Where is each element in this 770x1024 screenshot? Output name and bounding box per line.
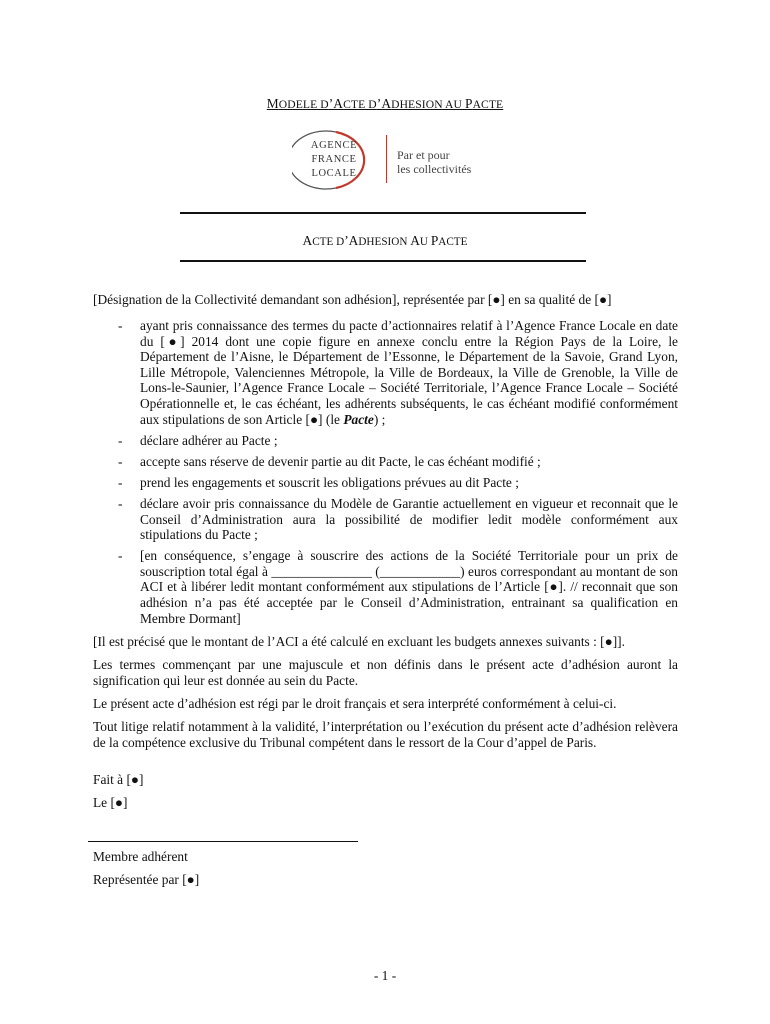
list-dash: - — [118, 453, 123, 469]
list-item — [93, 433, 678, 449]
logo-wordmark — [294, 139, 374, 181]
terms-paragraph: Les termes commençant par une majuscule et non définis dans le présent acte d’adhésion auront la signification qui leur est donnée au sein du Pacte. — [93, 657, 678, 688]
document-subtitle: ACTE D’ADHESION AU PACTE — [302, 233, 468, 248]
aci-paragraph: [Il est précisé que le montant de l’ACI a été calculé en excluant les budgets annexes suivants : [●]]. — [93, 634, 625, 649]
list-dash: - — [118, 495, 123, 511]
date-line: Le [●] — [93, 795, 128, 810]
top-divider — [180, 212, 586, 214]
list-item-text: prend les engagements et souscrit les obligations prévues au dit Pacte ; — [140, 474, 519, 490]
logo-line-3: LOCALE — [311, 168, 357, 179]
list-item-text: accepte sans réserve de devenir partie au dit Pacte, le cas échéant modifié ; — [140, 453, 541, 469]
list-item-text-end: ) ; — [373, 411, 386, 427]
list-dash: - — [118, 548, 123, 564]
logo-tagline-1: Par et pour — [397, 148, 450, 162]
jurisdiction-paragraph: Tout litige relatif notamment à la validité, l’interprétation ou l’exécution du présent acte d’adhésion relèvera de la compétence exclusive du Tribunal compétent dans le ressort de la Cour d’appel de Paris. — [93, 719, 678, 750]
list-item — [93, 318, 678, 427]
logo-tagline — [397, 148, 471, 176]
list-item — [93, 496, 678, 543]
governing-law-paragraph: Le présent acte d’adhésion est régi par le droit français et sera interprété conformément à celui-ci. — [93, 696, 617, 711]
engagements-list — [93, 318, 678, 632]
bottom-divider — [180, 260, 586, 262]
logo-line-1: AGENCE — [310, 140, 358, 151]
list-item-text: déclare avoir pris connaissance du Modèle de Garantie actuellement en vigueur et reconnait que le Conseil d’Administration aura la possibilité de modifier ledit modèle conformément aux stipulations du Pacte ; — [140, 495, 678, 543]
list-dash: - — [118, 474, 123, 490]
logo-line-2: FRANCE — [311, 154, 357, 165]
logo-tagline-2: les collectivités — [397, 162, 472, 176]
member-label: Membre adhérent — [93, 849, 188, 864]
list-item-text: [en conséquence, s’engage à souscrire des actions de la Société Territoriale pour un prix de souscription total égal à _______________ (____________) euros correspondant au montant de son ACI et à libérer ledit montant conformément aux stipulations de l’Article [●]. // reconnait que son adhésion n’a pas été acceptée par le Conseil d’Administration, entrainant sa qualification en Membre Dormant] — [140, 548, 678, 626]
list-item-text: déclare adhérer au Pacte ; — [140, 432, 278, 448]
list-item — [93, 454, 678, 470]
logo-separator — [386, 135, 387, 183]
represented-by-line: Représentée par [●] — [93, 872, 200, 887]
list-item — [93, 548, 678, 626]
intro-paragraph: [Désignation de la Collectivité demandant son adhésion], représentée par [●] en sa qualité de [●] — [93, 292, 612, 307]
signature-line — [88, 841, 358, 842]
page-number: - 1 - — [373, 968, 397, 983]
fait-a-line: Fait à [●] — [93, 772, 144, 787]
list-dash: - — [118, 432, 123, 448]
list-item-text: ayant pris connaissance des termes du pacte d’actionnaires relatif à l’Agence France Locale en date du [●] 2014 dont une copie figure en annexe conclu entre la Région Pays de la Loire, le Département de l’Aisne, le Département de l’Essonne, le Département de la Savoie, Grand Lyon, Lille Métropole, Valenciennes Métropole, la Ville de Bordeaux, la Ville de Grenoble, la Ville de Lons-le-Saunier, l’Agence France Locale – Société Territoriale, l’Agence France Locale – Société Opérationnelle et, le cas échéant, les adhérents subséquents, le cas échéant modifié conformément aux stipulations de son Article [●] (le — [140, 318, 678, 427]
document-title: MODELE D’ACTE D’ADHESION AU PACTE — [266, 96, 504, 111]
list-dash: - — [118, 318, 123, 333]
agence-france-locale-logo — [290, 127, 500, 199]
list-item — [93, 475, 678, 491]
pacte-term: Pacte — [343, 411, 374, 427]
